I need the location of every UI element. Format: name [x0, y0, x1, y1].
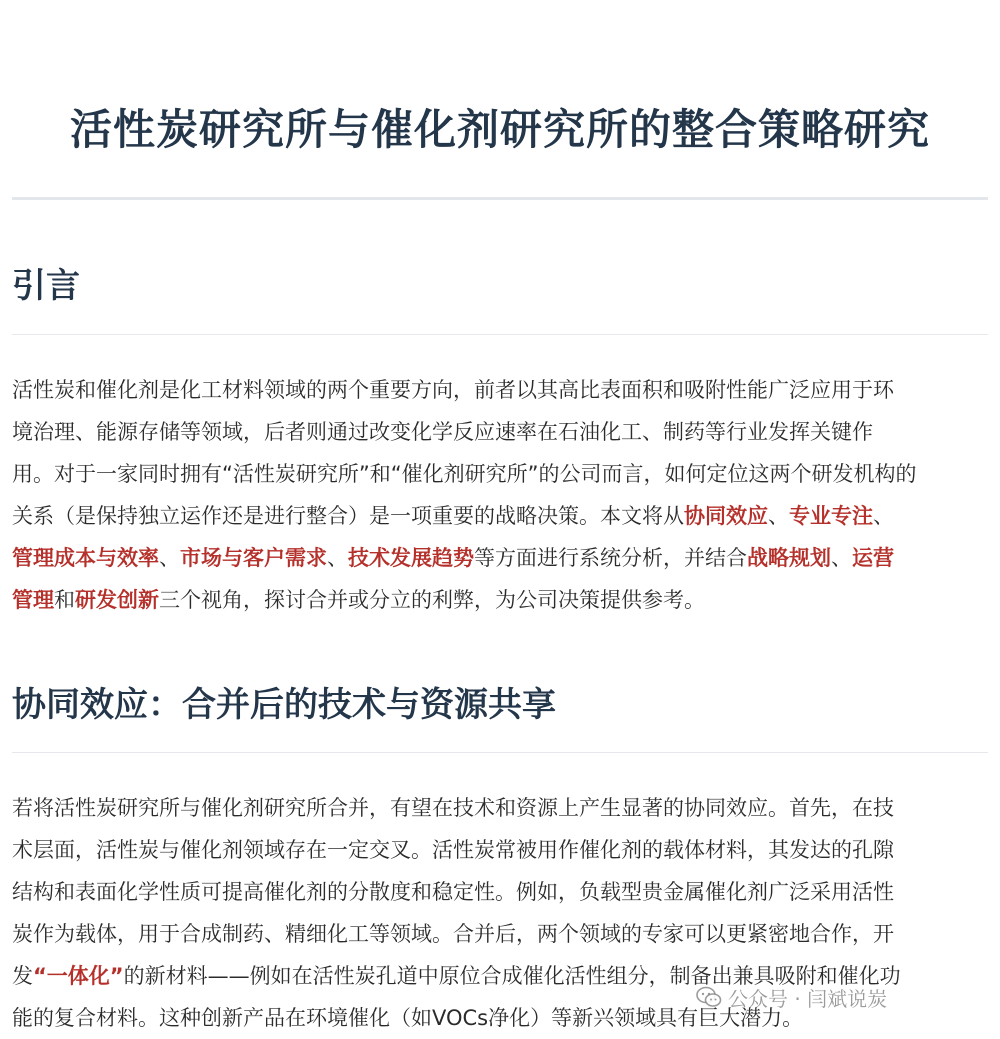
paragraph-line: 炭作为载体，用于合成制药、精细化工等领域。合并后，两个领域的专家可以更紧密地合作，开	[12, 922, 894, 946]
paragraph-line: 用。对于一家同时拥有“活性炭研究所”和“催化剂研究所”的公司而言，如何定位这两个研发机构的	[12, 462, 917, 486]
paragraph-line: 活性炭和催化剂是化工材料领域的两个重要方向，前者以其高比表面积和吸附性能广泛应用于环	[12, 378, 894, 402]
keyword-integrated: “一体化”	[33, 964, 124, 988]
paragraph-line: 若将活性炭研究所与催化剂研究所合并，有望在技术和资源上产生显著的协同效应。首先，在技	[12, 796, 894, 820]
keyword-operations: 运营	[852, 546, 894, 570]
keyword-management-cost: 管理成本与效率	[12, 546, 159, 570]
paragraph-line: 境治理、能源存储等领域，后者则通过改变化学反应速率在石油化工、制药等行业发挥关键作	[12, 420, 873, 444]
text-run: 、	[831, 546, 852, 570]
text-run: 、	[873, 504, 894, 528]
keyword-specialization: 专业专注	[789, 504, 873, 528]
text-run: 、	[768, 504, 789, 528]
keyword-tech-trend: 技术发展趋势	[348, 546, 474, 570]
text-run: 、	[159, 546, 180, 570]
article-title: 活性炭研究所与催化剂研究所的整合策略研究	[69, 105, 930, 154]
keyword-synergy: 协同效应	[684, 504, 768, 528]
section-heading-synergy: 协同效应：合并后的技术与资源共享	[12, 685, 556, 725]
paragraph-line	[12, 537, 988, 579]
text-run: 发	[12, 964, 33, 988]
title-divider	[12, 197, 988, 200]
section-divider-synergy	[12, 752, 988, 753]
paragraph-line	[12, 495, 988, 537]
paragraph-line: 术层面，活性炭与催化剂领域存在一定交叉。活性炭常被用作催化剂的载体材料，其发达的孔隙	[12, 838, 894, 862]
text-run: 的新材料——例如在活性炭孔道中原位合成催化活性组分，制备出兼具吸附和催化功	[123, 964, 901, 988]
text-run: 三个视角，探讨合并或分立的利弊，为公司决策提供参考。	[159, 588, 705, 612]
intro-paragraph	[12, 369, 988, 621]
section-divider-intro	[12, 334, 988, 335]
paragraph-line: 能的复合材料。这种创新产品在环境催化（如VOCs净化）等新兴领域具有巨大潜力。	[12, 1006, 804, 1030]
keyword-management: 管理	[12, 588, 54, 612]
paragraph-line	[12, 579, 988, 621]
text-run: 、	[327, 546, 348, 570]
text-run: 和	[54, 588, 75, 612]
wechat-icon	[696, 986, 722, 1008]
text-run: 等方面进行系统分析，并结合	[474, 546, 747, 570]
section-heading-intro: 引言	[12, 266, 80, 306]
keyword-rd-innovation: 研发创新	[75, 588, 159, 612]
text-run: 关系（是保持独立运作还是进行整合）是一项重要的战略决策。本文将从	[12, 504, 684, 528]
paragraph-line: 结构和表面化学性质可提高催化剂的分散度和稳定性。例如，负载型贵金属催化剂广泛采用活性	[12, 880, 894, 904]
watermark-text: 公众号 · 闫斌说炭	[728, 986, 888, 1011]
watermark	[696, 980, 887, 1014]
keyword-strategic-planning: 战略规划	[747, 546, 831, 570]
keyword-market-demand: 市场与客户需求	[180, 546, 327, 570]
